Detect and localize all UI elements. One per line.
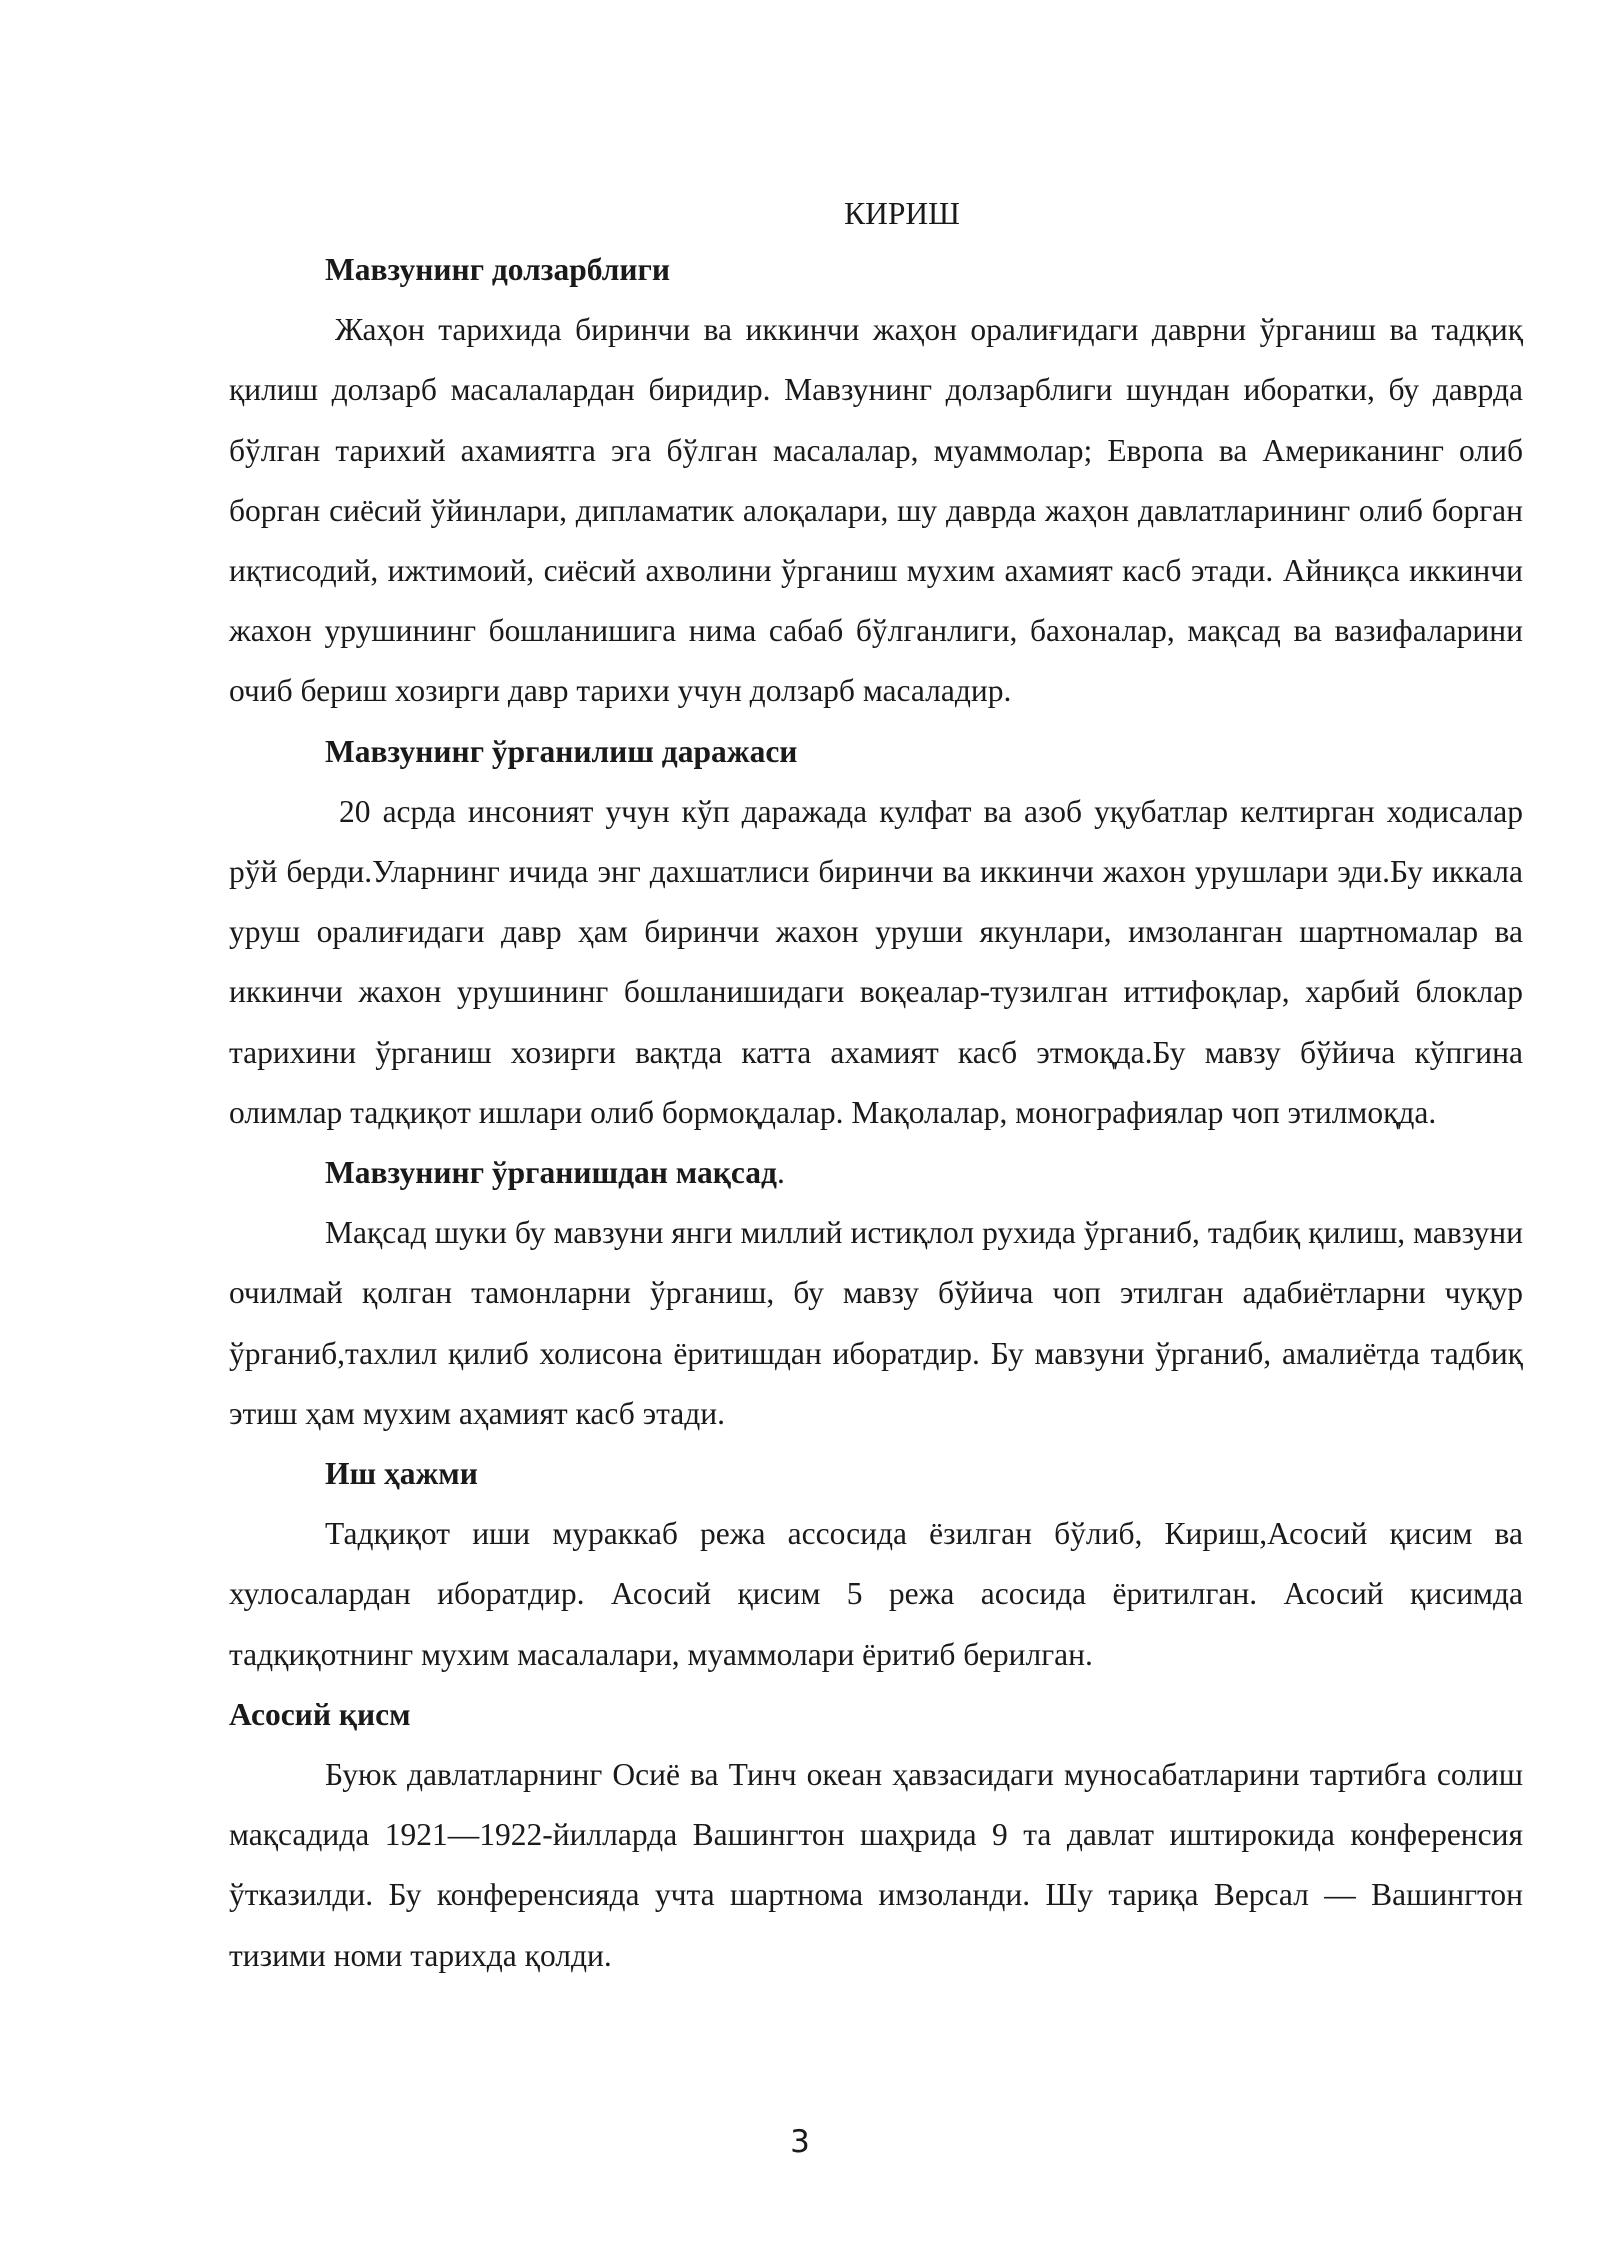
- section-paragraph-study-level: 20 асрда инсоният учун кўп даражада кулфат ва азоб уқубатлар келтирган ходисалар рўй берди.Уларнинг ичида энг дахшатлиси биринчи ва иккинчи жахон урушлари эди.Бу иккала уруш оралиғидаги давр ҳам биринчи жахон уруши якунлари, имзоланган шартномалар ва иккинчи жахон урушининг бошланишидаги воқеалар-тузилган иттифоқлар, харбий блоклар тарихини ўрганиш хозирги вақтда катта ахамият касб этмоқда.Бу мавзу бўйича кўпгина олимлар тадқиқот ишлари олиб бормоқдалар. Мақолалар, монографиялар чоп этилмоқда.: [229, 793, 1523, 1130]
- section-paragraph-purpose: Мақсад шуки бу мавзуни янги миллий истиқлол рухида ўрганиб, тадбиқ қилиш, мавзуни очилмай қолган тамонларни ўрганиш, бу мавзу бўйича чоп этилган адабиётларни чуқур ўрганиб,тахлил қилиб холисона ёритишдан иборатдир. Бу мавзуни ўрганиб, амалиётда тадбиқ этиш ҳам мухим аҳамият касб этади.: [229, 1215, 1523, 1431]
- section-heading-purpose: [229, 1143, 1523, 1203]
- page-title: КИРИШ: [844, 196, 960, 231]
- section-paragraph-main-part: Буюк давлатларнинг Осиё ва Тинч океан ҳавзасидаги муносабатларини тартибга солиш мақсадида 1921—1922-йилларда Вашингтон шаҳрида 9 та давлат иштирокида конференсия ўтказилди. Бу конференсияда учта шартнома имзоланди. Шу тариқа Версал — Вашингтон тизими номи тарихда қолди.: [229, 1757, 1523, 1973]
- section-heading-purpose-trail: .: [776, 1155, 785, 1191]
- section-paragraph-scope: Тадқиқот иши мураккаб режа ассосида ёзилган бўлиб, Кириш,Асосий қисим ва хулосалардан иборатдир. Асосий қисим 5 режа асосида ёритилган. Асосий қисимда тадқиқотнинг мухим масалалари, муаммолари ёритиб берилган.: [229, 1516, 1523, 1672]
- page-number: 3: [790, 2124, 810, 2160]
- section-heading-main-part: Асосий қисм: [229, 1696, 411, 1732]
- section-heading-scope: Иш ҳажми: [325, 1456, 478, 1492]
- page-content: [229, 188, 1523, 1986]
- section-paragraph-relevance: Жаҳон тарихида биринчи ва иккинчи жаҳон оралиғидаги даврни ўрганиш ва тадқиқ қилиш долзарб масалалардан биридир. Мавзунинг долзарблиги шундан иборатки, бу даврда бўлган тарихий ахамиятга эга бўлган масалалар, муаммолар; Европа ва Американинг олиб борган сиёсий ўйинлари, дипламатик алоқалари, шу даврда жаҳон давлатларининг олиб борган иқтисодий, ижтимоий, сиёсий ахволини ўрганиш мухим ахамият касб этади. Айниқса иккинчи жахон урушининг бошланишига нима сабаб бўлганлиги, бахоналар, мақсад ва вазифаларини очиб бериш хозирги давр тарихи учун долзарб масаладир.: [229, 312, 1523, 709]
- section-heading-purpose-text: Мавзунинг ўрганишдан мақсад: [325, 1155, 777, 1191]
- section-heading-relevance: Мавзунинг долзарблиги: [325, 252, 670, 287]
- section-heading-study-level: Мавзунинг ўрганилиш даражаси: [325, 733, 798, 769]
